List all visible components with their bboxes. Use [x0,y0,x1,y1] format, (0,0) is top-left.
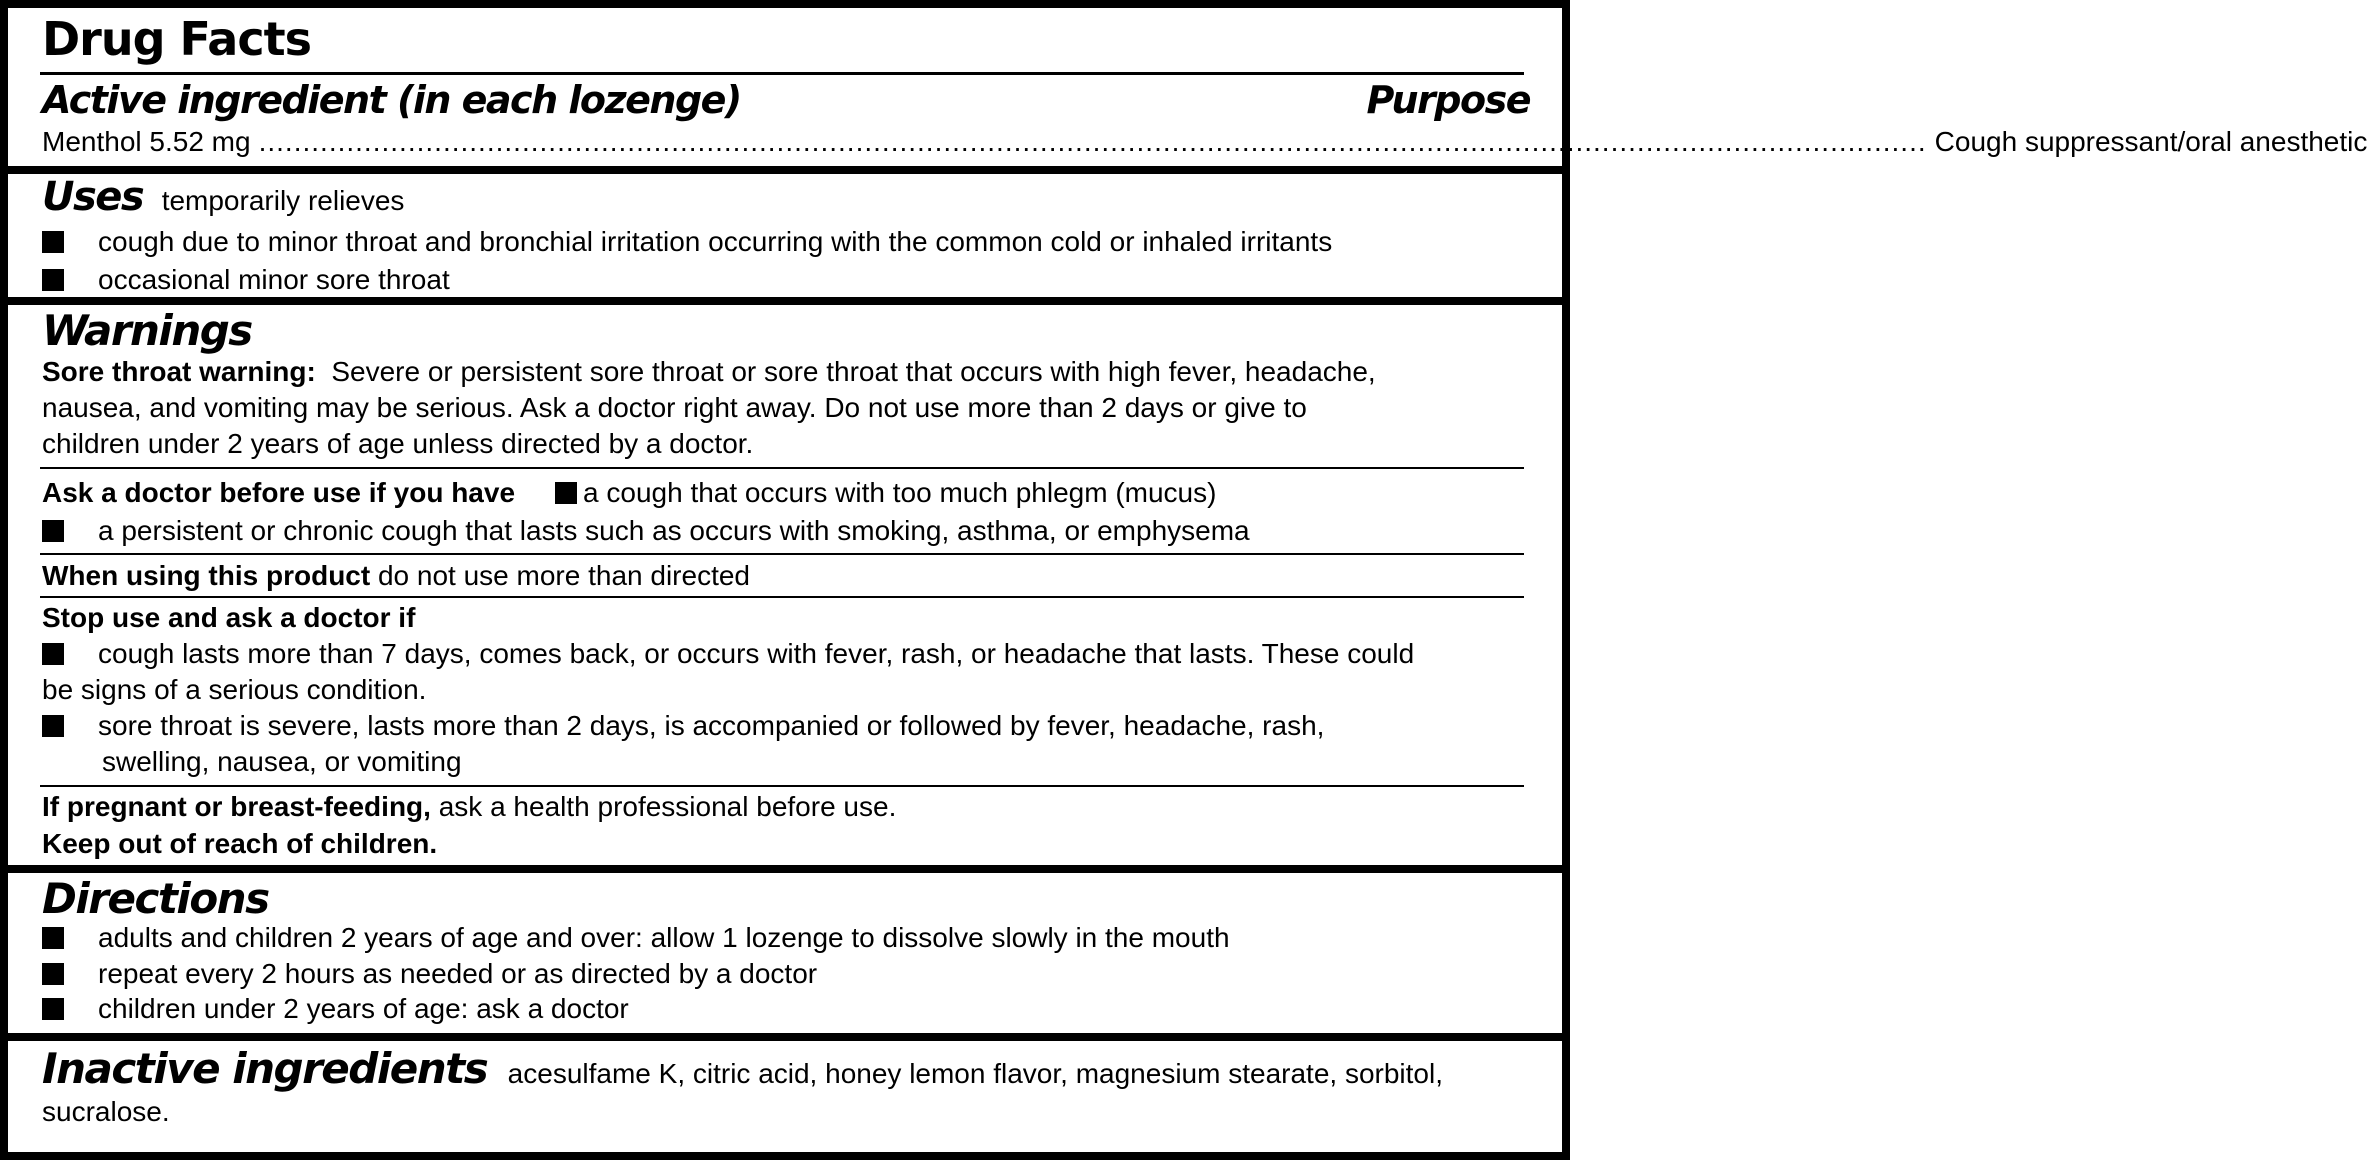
when-using-line: When using this product do not use more than directed [42,560,750,591]
bullet-icon [42,715,64,737]
warning-rule [40,467,1524,469]
warning-rule [40,553,1524,555]
inactive-text-continued: sucralose. [42,1096,170,1127]
warnings-heading: Warnings [42,306,252,355]
section-divider [8,865,1562,873]
sore-throat-warning-line: nausea, and vomiting may be serious. Ask a doctor right away. Do not use more than 2 days or give to [42,392,1307,423]
directions-item: adults and children 2 years of age and over: allow 1 lozenge to dissolve slowly in the mouth [42,920,1230,956]
stop-use-heading: Stop use and ask a doctor if [42,602,416,633]
uses-header [42,174,404,220]
directions-heading: Directions [42,874,269,923]
stop-use-item-continued: swelling, nausea, or vomiting [102,746,462,777]
bullet-icon [42,963,64,985]
warning-rule [40,596,1524,598]
inactive-header [42,1044,1443,1093]
directions-item: children under 2 years of age: ask a doctor [42,991,629,1027]
active-ingredient-name: Menthol 5.52 mg [42,126,251,157]
sore-throat-warning-line: Sore throat warning: Severe or persistent sore throat or sore throat that occurs with high fever, headache, [42,356,1376,387]
bullet-icon [42,998,64,1020]
keep-out-of-reach: Keep out of reach of children. [42,828,438,859]
bullet-icon [42,927,64,949]
title-rule [40,72,1524,75]
active-ingredient-purpose: Cough suppressant/oral anesthetic [1934,126,2367,157]
active-ingredient-heading: Active ingredient (in each lozenge) [42,78,741,122]
inactive-text: acesulfame K, citric acid, honey lemon flavor, magnesium stearate, sorbitol, [507,1058,1443,1089]
ask-doctor-line: Ask a doctor before use if you have a cough that occurs with too much phlegm (mucus) [42,477,1217,508]
active-ingredient-row [42,124,2367,160]
warning-rule [40,785,1524,787]
sore-throat-warning-line: children under 2 years of age unless directed by a doctor. [42,428,754,459]
leader-dots: .............................................................................................................................................................................................. [258,126,1927,157]
stop-use-item: cough lasts more than 7 days, comes back, or occurs with fever, rash, or headache that lasts. These could [42,636,1414,672]
stop-use-item: sore throat is severe, lasts more than 2 days, is accompanied or followed by fever, headache, rash, [42,708,1324,744]
drug-facts-title: Drug Facts [42,12,311,66]
bullet-icon [42,520,64,542]
directions-item: repeat every 2 hours as needed or as directed by a doctor [42,956,817,992]
bullet-icon [42,269,64,291]
inactive-heading: Inactive ingredients [42,1044,488,1093]
bullet-icon [555,482,577,504]
uses-heading: Uses [42,174,144,220]
ask-doctor-item: a persistent or chronic cough that lasts such as occurs with smoking, asthma, or emphysema [42,513,1250,549]
bullet-icon [42,643,64,665]
section-divider [8,166,1562,174]
stop-use-item-continued: be signs of a serious condition. [42,674,427,705]
uses-intro: temporarily relieves [161,185,405,216]
uses-item: occasional minor sore throat [42,262,450,298]
section-divider [8,1033,1562,1041]
uses-item: cough due to minor throat and bronchial irritation occurring with the common cold or inhaled irritants [42,224,1332,260]
bullet-icon [42,231,64,253]
section-divider [8,297,1562,305]
purpose-heading: Purpose [1366,78,1530,122]
pregnant-line: If pregnant or breast-feeding, ask a health professional before use. [42,791,897,822]
